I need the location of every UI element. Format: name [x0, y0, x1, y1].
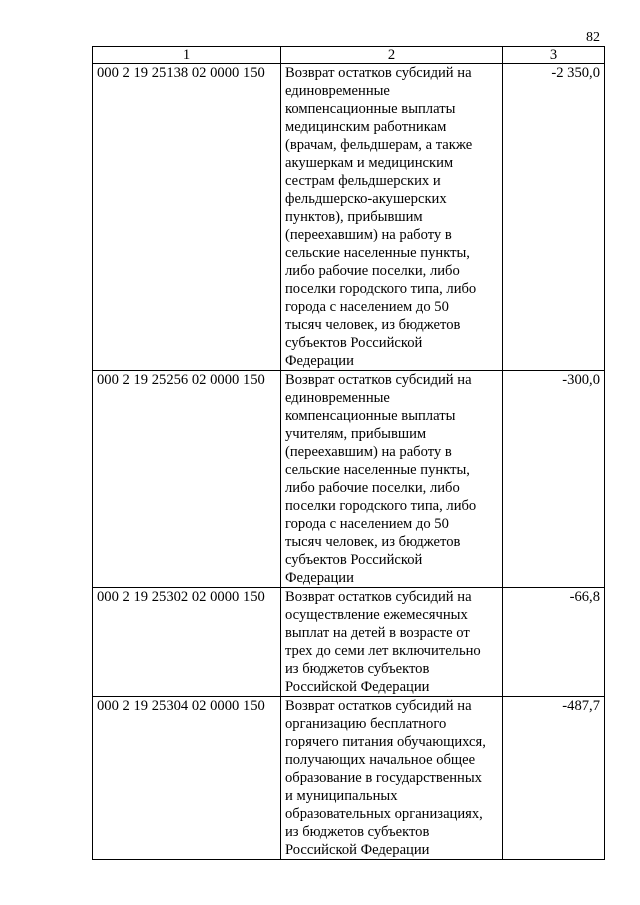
name-line: и муниципальных — [285, 788, 398, 804]
budget-code: 000 2 19 25302 02 0000 150 — [93, 588, 281, 697]
name-line: Возврат остатков субсидий на — [285, 698, 472, 714]
name-line: субъектов Российской — [285, 552, 423, 568]
amount: -66,8 — [503, 588, 605, 697]
name-line: города с населением до 50 — [285, 516, 449, 532]
name-line: либо рабочие поселки, либо — [285, 263, 460, 279]
budget-code: 000 2 19 25256 02 0000 150 — [93, 371, 281, 588]
name-line: трех до семи лет включительно — [285, 643, 481, 659]
budget-table — [92, 46, 605, 860]
table-row — [93, 371, 605, 588]
name-line: (переехавшим) на работу в — [285, 227, 452, 243]
name-line: горячего питания обучающихся, — [285, 734, 486, 750]
name-line: единовременные — [285, 390, 390, 406]
name-line: Возврат остатков субсидий на — [285, 65, 472, 81]
name-line: тысяч человек, из бюджетов — [285, 534, 461, 550]
table-row — [93, 64, 605, 371]
budget-item-name — [281, 64, 503, 371]
budget-code: 000 2 19 25138 02 0000 150 — [93, 64, 281, 371]
name-line: Российской Федерации — [285, 679, 430, 695]
budget-item-name — [281, 371, 503, 588]
name-line: единовременные — [285, 83, 390, 99]
name-line: организацию бесплатного — [285, 716, 447, 732]
name-line: Возврат остатков субсидий на — [285, 372, 472, 388]
name-line: получающих начальное общее — [285, 752, 476, 768]
name-line: учителям, прибывшим — [285, 426, 427, 442]
name-line: пунктов), прибывшим — [285, 209, 423, 225]
name-line: сельские населенные пункты, — [285, 245, 470, 261]
name-line: поселки городского типа, либо — [285, 498, 477, 514]
budget-item-name — [281, 588, 503, 697]
name-line: фельдшерско-акушерских — [285, 191, 447, 207]
name-line: Возврат остатков субсидий на — [285, 589, 472, 605]
name-line: выплат на детей в возрасте от — [285, 625, 470, 641]
name-line: Федерации — [285, 353, 354, 369]
name-line: образовательных организациях, — [285, 806, 483, 822]
name-line: сельские населенные пункты, — [285, 462, 470, 478]
header-row — [93, 47, 605, 64]
page-number: 82 — [586, 30, 600, 45]
name-line: Российской Федерации — [285, 842, 430, 858]
budget-item-name — [281, 697, 503, 860]
column-header-3: 3 — [503, 47, 605, 64]
column-header-1: 1 — [93, 47, 281, 64]
name-line: компенсационные выплаты — [285, 408, 456, 424]
name-line: либо рабочие поселки, либо — [285, 480, 460, 496]
name-line: города с населением до 50 — [285, 299, 449, 315]
name-line: сестрам фельдшерских и — [285, 173, 441, 189]
name-line: Федерации — [285, 570, 354, 586]
column-header-2: 2 — [281, 47, 503, 64]
amount: -487,7 — [503, 697, 605, 860]
name-line: осуществление ежемесячных — [285, 607, 468, 623]
table-body — [93, 47, 605, 860]
name-line: образование в государственных — [285, 770, 482, 786]
name-line: компенсационные выплаты — [285, 101, 456, 117]
name-line: акушеркам и медицинским — [285, 155, 454, 171]
name-line: из бюджетов субъектов — [285, 824, 430, 840]
name-line: (переехавшим) на работу в — [285, 444, 452, 460]
name-line: тысяч человек, из бюджетов — [285, 317, 461, 333]
name-line: из бюджетов субъектов — [285, 661, 430, 677]
name-line: поселки городского типа, либо — [285, 281, 477, 297]
table-row — [93, 697, 605, 860]
name-line: субъектов Российской — [285, 335, 423, 351]
name-line: медицинским работникам — [285, 119, 447, 135]
name-line: (врачам, фельдшерам, а также — [285, 137, 473, 153]
budget-code: 000 2 19 25304 02 0000 150 — [93, 697, 281, 860]
amount: -2 350,0 — [503, 64, 605, 371]
table-row — [93, 588, 605, 697]
amount: -300,0 — [503, 371, 605, 588]
